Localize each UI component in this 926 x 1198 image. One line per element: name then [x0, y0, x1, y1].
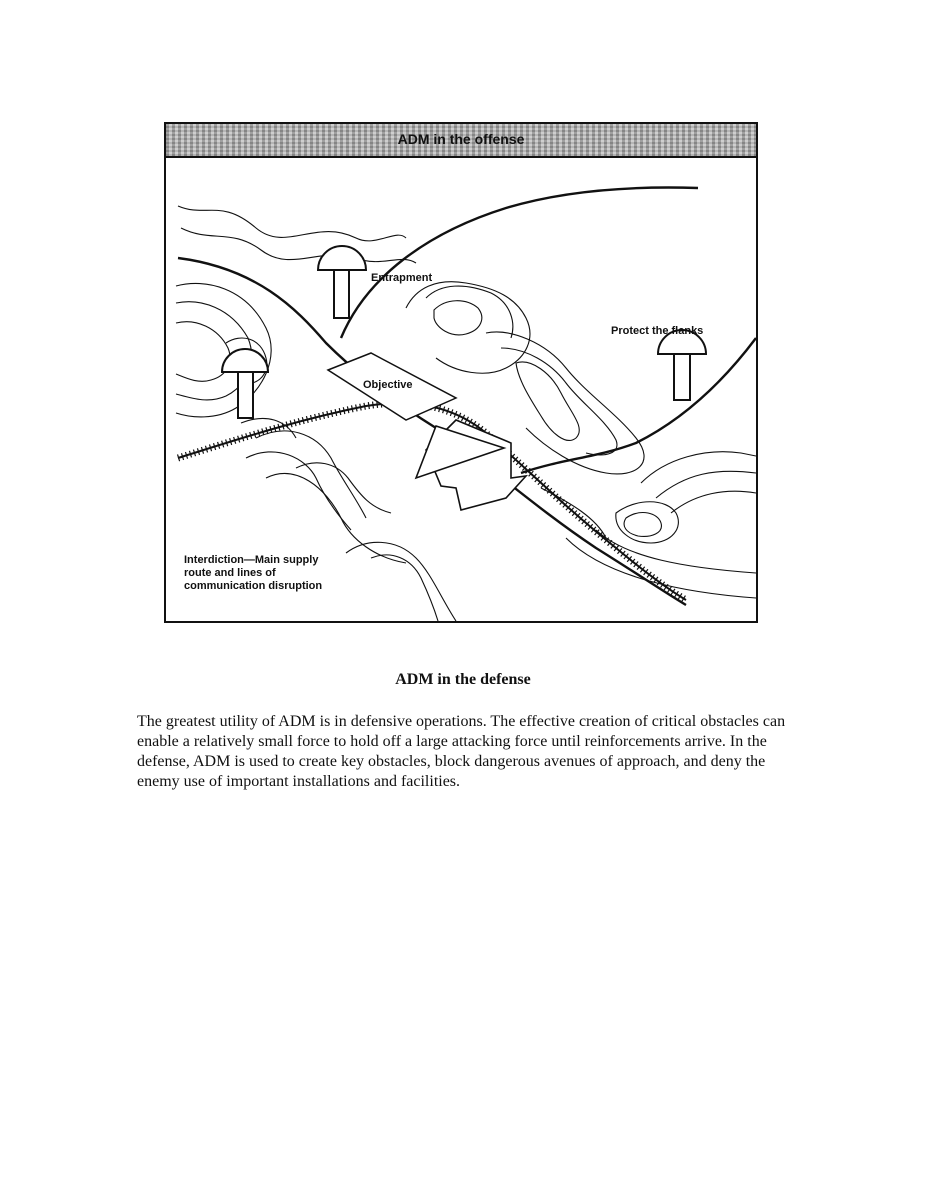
adm-offense-figure [164, 122, 758, 623]
entrapment-label: Entrapment [371, 272, 433, 284]
terrain-map [166, 158, 756, 621]
section-paragraph: The greatest utility of ADM is in defensive operations. The effective creation of critical obstacles can enable a relatively small force to hold off a large attacking force until reinforcements arrive. In the defense, ADM is used to create key obstacles, block dangerous avenues of approach, and deny the enemy use of important installations and facilities. [137, 713, 786, 790]
interdiction-label-2: route and lines of [184, 567, 276, 579]
figure-title: ADM in the offense [397, 131, 525, 147]
figure-header [166, 124, 756, 158]
interdiction-label-1: Interdiction—Main supply [184, 554, 319, 566]
protect-flanks-label: Protect the flanks [611, 325, 704, 337]
roads [178, 188, 756, 605]
objective-label: Objective [363, 379, 413, 391]
section-heading: ADM in the defense [395, 671, 531, 688]
interdiction-label-3: communication disruption [184, 580, 323, 592]
adm-marker-flanks [658, 330, 706, 400]
